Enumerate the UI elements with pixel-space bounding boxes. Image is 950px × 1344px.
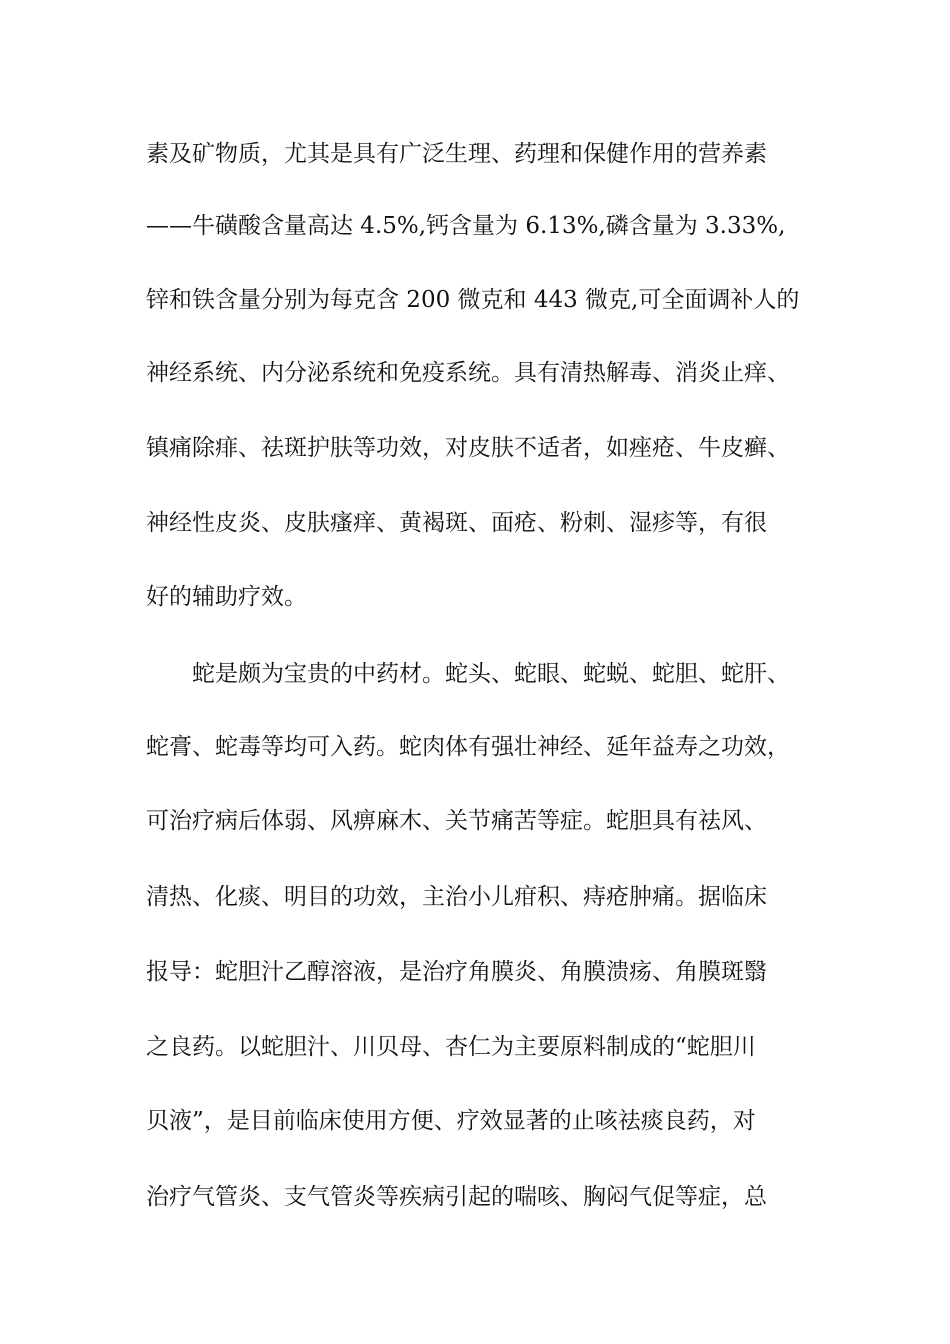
text-line-11: 清热、化痰、明目的功效，主治小儿疳积、痔疮肿痛。据临床 (146, 884, 767, 910)
text-line-5: 镇痛除痱、祛斑护肤等功效，对皮肤不适者，如痤疮、牛皮癣、 (146, 435, 790, 461)
text-line-12: 报导：蛇胆汁乙醇溶液，是治疗角膜炎、角膜溃疡、角膜斑翳 (146, 959, 767, 985)
text-line-2: ——牛磺酸含量高达 4.5%,钙含量为 6.13%,磷含量为 3.33%, (146, 213, 786, 239)
text-line-10: 可治疗病后体弱、风痹麻木、关节痛苦等症。蛇胆具有祛风、 (146, 808, 767, 834)
text-line-15: 治疗气管炎、支气管炎等疾病引起的喘咳、胸闷气促等症，总 (146, 1184, 767, 1210)
text-line-3: 锌和铁含量分别为每克含 200 微克和 443 微克,可全面调补人的 (146, 287, 800, 313)
text-line-8: 蛇是颇为宝贵的中药材。蛇头、蛇眼、蛇蜕、蛇胆、蛇肝、 (192, 661, 790, 687)
text-line-4: 神经系统、内分泌系统和免疫系统。具有清热解毒、消炎止痒、 (146, 360, 790, 386)
text-line-7: 好的辅助疗效。 (146, 584, 307, 610)
text-line-14: 贝液”，是目前临床使用方便、疗效显著的止咳祛痰良药，对 (146, 1108, 756, 1134)
text-line-1: 素及矿物质，尤其是具有广泛生理、药理和保健作用的营养素 (146, 141, 767, 167)
text-line-13: 之良药。以蛇胆汁、川贝母、杏仁为主要原料制成的“蛇胆川 (146, 1034, 756, 1060)
text-line-9: 蛇膏、蛇毒等均可入药。蛇肉体有强壮神经、延年益寿之功效， (146, 734, 790, 760)
text-line-6: 神经性皮炎、皮肤瘙痒、黄褐斑、面疮、粉刺、湿疹等，有很 (146, 510, 767, 536)
